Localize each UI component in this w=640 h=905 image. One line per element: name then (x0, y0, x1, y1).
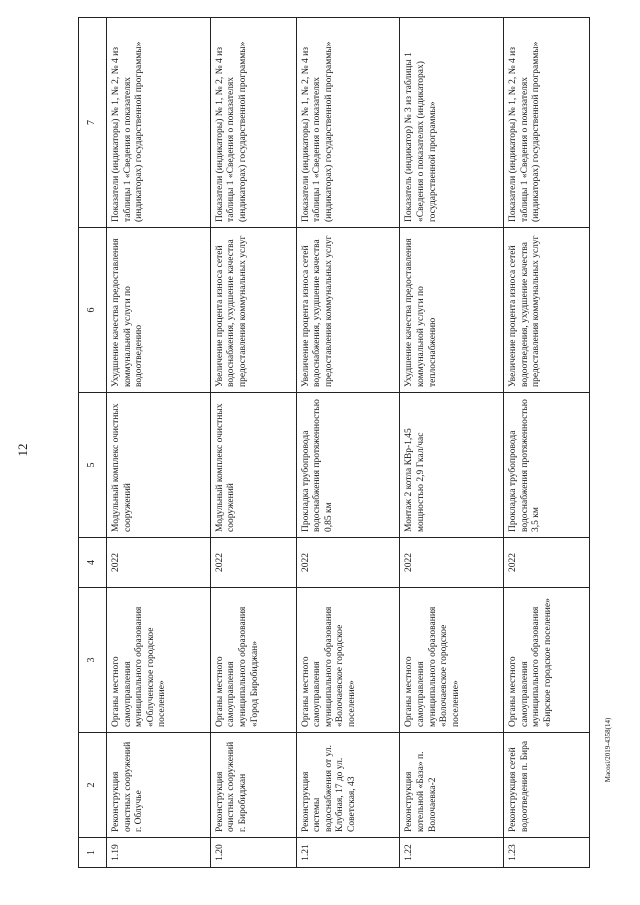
row-number: 1.23 (504, 838, 590, 868)
responsible-body: Органы местного самоуправления муниципального образования «Бирское городское поселение» (504, 588, 590, 733)
header-row (79, 18, 107, 868)
measures-table (78, 17, 590, 868)
responsible-body: Органы местного самоуправления муниципального образования «Город Биробиджан» (210, 588, 296, 733)
expected-result: Монтаж 2 котла КВр-1,45 мощностью 2,9 Гкал/час (400, 393, 504, 538)
object-name: Реконструкция котельной «База» п. Волочаевка-2 (400, 733, 504, 838)
indicators: Показатели (индикаторы) № 1, № 2, № 4 из таблицы 1 «Сведения о показателях (индикаторах) государственной программы» (296, 18, 400, 228)
year: 2022 (210, 538, 296, 588)
expected-result: Модульный комплекс очистных сооружений (210, 393, 296, 538)
expected-result: Модульный комплекс очистных сооружений (107, 393, 211, 538)
year: 2022 (107, 538, 211, 588)
consequence: Ухудшение качества предоставления коммунальной услуги по теплоснабжению (400, 228, 504, 393)
rotated-table-container (78, 18, 590, 868)
table-row (296, 18, 400, 868)
indicators: Показатели (индикаторы) № 1, № 2, № 4 из таблицы 1 «Сведения о показателях (индикаторах) государственной программы» (107, 18, 211, 228)
header-cell: 4 (79, 538, 107, 588)
table-row (400, 18, 504, 868)
indicators: Показатели (индикаторы) № 1, № 2, № 4 из таблицы 1 «Сведения о показателях (индикаторах) государственной программы» (210, 18, 296, 228)
indicators: Показатель (индикатор) № 3 из таблицы 1 «Сведения о показателях (индикаторах) государственной программы» (400, 18, 504, 228)
header-cell: 2 (79, 733, 107, 838)
document-reference-text: Macosi/2019-4358(14) (604, 717, 612, 783)
row-number: 1.19 (107, 838, 211, 868)
header-cell: 1 (79, 838, 107, 868)
consequence: Увеличение процента износа сетей водоснабжения, ухудшение качества предоставления коммунальных услуг (296, 228, 400, 393)
responsible-body: Органы местного самоуправления муниципального образования «Облученское городское поселение» (107, 588, 211, 733)
responsible-body: Органы местного самоуправления муниципального образования «Волочаевское городское поселение» (400, 588, 504, 733)
object-name: Реконструкция очистных сооружений г. Биробиджан (210, 733, 296, 838)
row-number: 1.20 (210, 838, 296, 868)
year: 2022 (504, 538, 590, 588)
header-cell: 3 (79, 588, 107, 733)
row-number: 1.21 (296, 838, 400, 868)
expected-result: Прокладка трубопровода водоснабжения протяженностью 3,5 км (504, 393, 590, 538)
expected-result: Прокладка трубопровода водоснабжения протяженностью 0,85 км (296, 393, 400, 538)
page-number: 12 (15, 443, 30, 457)
document-reference (598, 600, 618, 900)
table-row (107, 18, 211, 868)
indicators: Показатели (индикаторы) № 1, № 2, № 4 из таблицы 1 «Сведения о показателях (индикаторах) государственной программы» (504, 18, 590, 228)
object-name: Реконструкция сетей водоотведения п. Бира (504, 733, 590, 838)
row-number: 1.22 (400, 838, 504, 868)
table-row (504, 18, 590, 868)
consequence: Ухудшение качества предоставления коммунальной услуги по водоотведению (107, 228, 211, 393)
consequence: Увеличение процента износа сетей водоснабжения, ухудшение качества предоставления коммунальных услуг (210, 228, 296, 393)
header-cell: 5 (79, 393, 107, 538)
year: 2022 (296, 538, 400, 588)
object-name: Реконструкция очистных сооружений г. Облучье (107, 733, 211, 838)
table-row (210, 18, 296, 868)
responsible-body: Органы местного самоуправления муниципального образования «Волочаевское городское поселение» (296, 588, 400, 733)
object-name: Реконструкция системы водоснабжения от ул. Клубная, 17 до ул. Советская, 43 (296, 733, 400, 838)
header-cell: 6 (79, 228, 107, 393)
consequence: Увеличение процента износа сетей водоотведения, ухудшение качества предоставления коммунальных услуг (504, 228, 590, 393)
year: 2022 (400, 538, 504, 588)
header-cell: 7 (79, 18, 107, 228)
